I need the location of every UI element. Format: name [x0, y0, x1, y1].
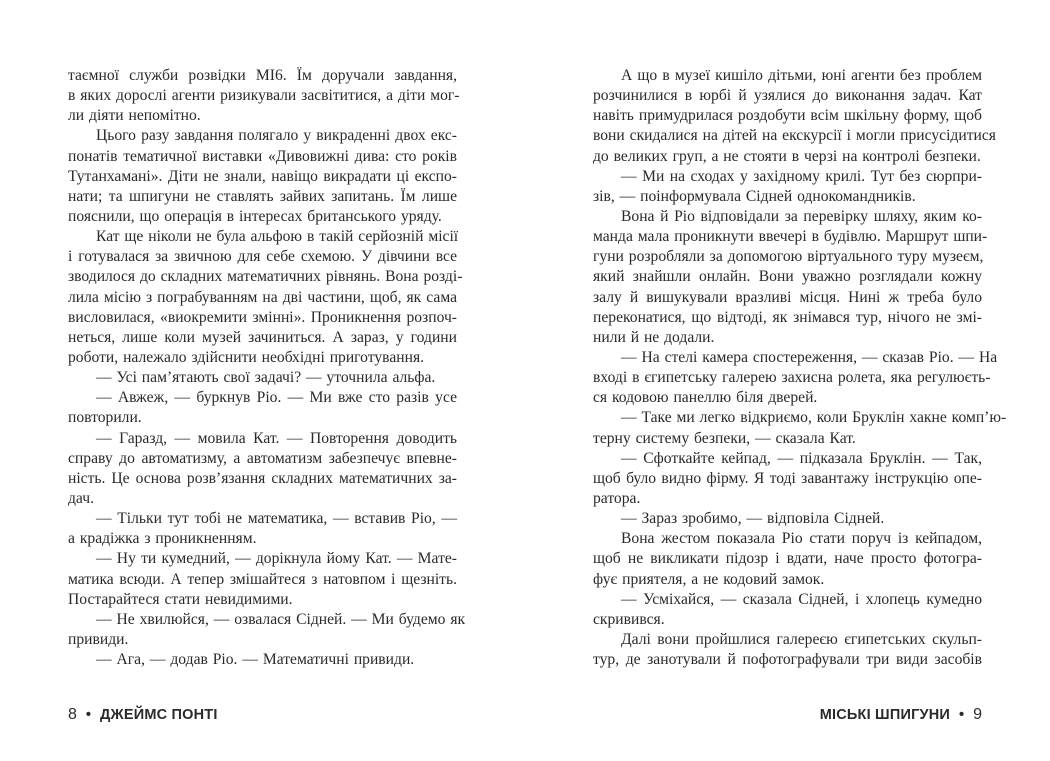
text-line: повторили. — [68, 409, 142, 427]
text-line: а крадіжка з проникненням. — [68, 530, 257, 548]
right-page-text — [593, 66, 1007, 670]
text-line: ність. Це основа розв’язання складних математичних за- — [68, 469, 457, 487]
text-line: терну систему безпеки, — сказала Кат. — [593, 429, 856, 447]
text-line: матика всюди. А тепер змішайтеся з натовпом і щезніть. — [68, 570, 457, 588]
text-line: таємної служби розвідки МІ6. Їм доручали завдання, — [68, 67, 457, 84]
text-line: Тутанхамані». Діти не знали, навіщо викрадати ці експо- — [68, 167, 457, 185]
left-page-footer — [68, 706, 218, 724]
text-line: — Усі пам’ятають свої задачі? — уточнила альфа. — [96, 369, 436, 387]
left-page-text — [68, 66, 466, 670]
running-head-author: ДЖЕЙМС ПОНТІ — [99, 707, 218, 723]
text-line: — Не хвилюйся, — озвалася Сідней. — Ми будемо як — [96, 610, 466, 628]
text-line: роботи, належало здійснити необхідні приготування. — [68, 348, 425, 366]
text-line: щоб було видно фірму. Я тоді завантажу інструкцію опе- — [593, 469, 982, 487]
text-line: тур, де занотували й пофотографували три види засобів — [593, 651, 982, 669]
text-line: переконатися, що відтоді, як знімався тур, нічого не змі- — [593, 308, 982, 326]
text-line: — Сфоткайте кейпад, — підказала Бруклін. — Так, — [621, 449, 982, 467]
text-line: лила місію з пограбуванням на дві частини, щоб, як сама — [68, 288, 457, 306]
running-head-title: МІСЬКІ ШПИГУНИ — [819, 707, 951, 723]
text-line: — Таке ми легко відкриємо, коли Бруклін хакне комп’ю- — [621, 409, 1007, 427]
text-line: — Тільки тут тобі не математика, — вставив Ріо, — — [96, 510, 457, 528]
text-line: вони скидалися на дітей на екскурсії і могли присусідитися — [593, 127, 996, 145]
text-line: зводилося до складних математичних рівнянь. Вона розді- — [68, 268, 463, 286]
text-line: і готувалася за звичною для себе схемою. У дівчини все — [68, 248, 457, 266]
text-line: нати; та шпигуни не ставлять зайвих запитань. Їм лише — [68, 187, 457, 205]
text-line: фує приятеля, а не кодовий замок. — [593, 570, 825, 588]
text-line: гуни розробляли за допомогою віртуального туру музеєм, — [593, 248, 984, 266]
text-line: Цього разу завдання полягало у викраденні двох екс- — [96, 127, 457, 145]
text-line: — Ми на сходах у західному крилі. Тут без сюрпри- — [621, 167, 982, 185]
text-line: зів, — поінформувала Сідней однокомандників. — [593, 187, 916, 205]
text-line: — Зараз зробимо, — відповіла Сідней. — [621, 510, 885, 528]
text-line: ся кодовою панеллю біля дверей. — [593, 389, 818, 407]
text-line: справу до автоматизму, а автоматизм забезпечує впевне- — [68, 449, 457, 467]
text-line: — Усміхайся, — сказала Сідней, і хлопець кумедно — [621, 590, 982, 608]
text-line: — На стелі камера спостереження, — сказав Ріо. — На — [621, 348, 998, 366]
text-line: висловилася, «виокремити змінні». Проникнення розпоч- — [68, 308, 457, 326]
text-line: Далі вони пройшлися галереєю єгипетських скульп- — [621, 630, 982, 648]
text-line: пояснили, що операція в інтересах британського уряду. — [68, 207, 442, 225]
text-line: — Ага, — додав Ріо. — Математичні привиди. — [96, 651, 415, 669]
text-line: Вона жестом показала Ріо стати поруч із кейпадом, — [621, 530, 982, 548]
text-line: — Ну ти кумедний, — дорікнула йому Кат. — Мате- — [96, 550, 457, 568]
text-line: дач. — [68, 489, 94, 507]
text-line: — Авжеж, — буркнув Ріо. — Ми вже сто разів усе — [96, 389, 457, 407]
page-number: 8 — [68, 706, 77, 723]
text-line: навіть примудрилася роздобути всім шкільну форму, щоб — [593, 107, 982, 125]
text-line: — Гаразд, — мовила Кат. — Повторення доводить — [96, 429, 457, 447]
text-line: А що в музеї кишіло дітьми, юні агенти без проблем — [621, 67, 982, 84]
text-line: до великих груп, а не стояти в черзі на контролі безпеки. — [593, 147, 981, 165]
text-line: скривився. — [593, 610, 665, 628]
text-line: який знайшли онлайн. Вони уважно розглядали кожну — [593, 268, 982, 286]
text-line: Кат ще ніколи не була альфою в такій серйозній місії — [96, 228, 459, 246]
separator-dot: • — [959, 707, 965, 723]
text-line: в яких дорослі агенти ризикували засвітитися, а діти мог- — [68, 87, 460, 105]
text-line: ли діяти непомітно. — [68, 107, 201, 125]
text-line: привиди. — [68, 630, 129, 648]
text-line: Вона й Ріо відповідали за перевірку шляху, яким ко- — [621, 207, 982, 225]
text-line: щоб не викликати підозр і вдати, наче просто фотогра- — [593, 550, 982, 568]
text-line: манда мала проникнути ввечері в будівлю. Маршрут шпи- — [593, 228, 988, 246]
separator-dot: • — [85, 707, 91, 723]
right-page-footer — [820, 706, 982, 724]
text-line: вході в єгипетську галерею захисна ролета, яка регулюєть- — [593, 369, 991, 387]
text-line: неться, лише коли музей зачиниться. А зараз, у години — [68, 328, 457, 346]
text-line: нили й не додали. — [593, 328, 715, 346]
text-line: ратора. — [593, 489, 641, 507]
text-line: залу й вишукували вразливі місця. Нині ж треба було — [593, 288, 982, 306]
text-line: розчинилися в юрбі й узялися до виконання задач. Кат — [593, 87, 982, 105]
page-number: 9 — [973, 706, 982, 723]
text-line: Постарайтеся стати невидимими. — [68, 590, 293, 608]
text-line: понатів тематичної виставки «Дивовижні дива: сто років — [68, 147, 457, 165]
